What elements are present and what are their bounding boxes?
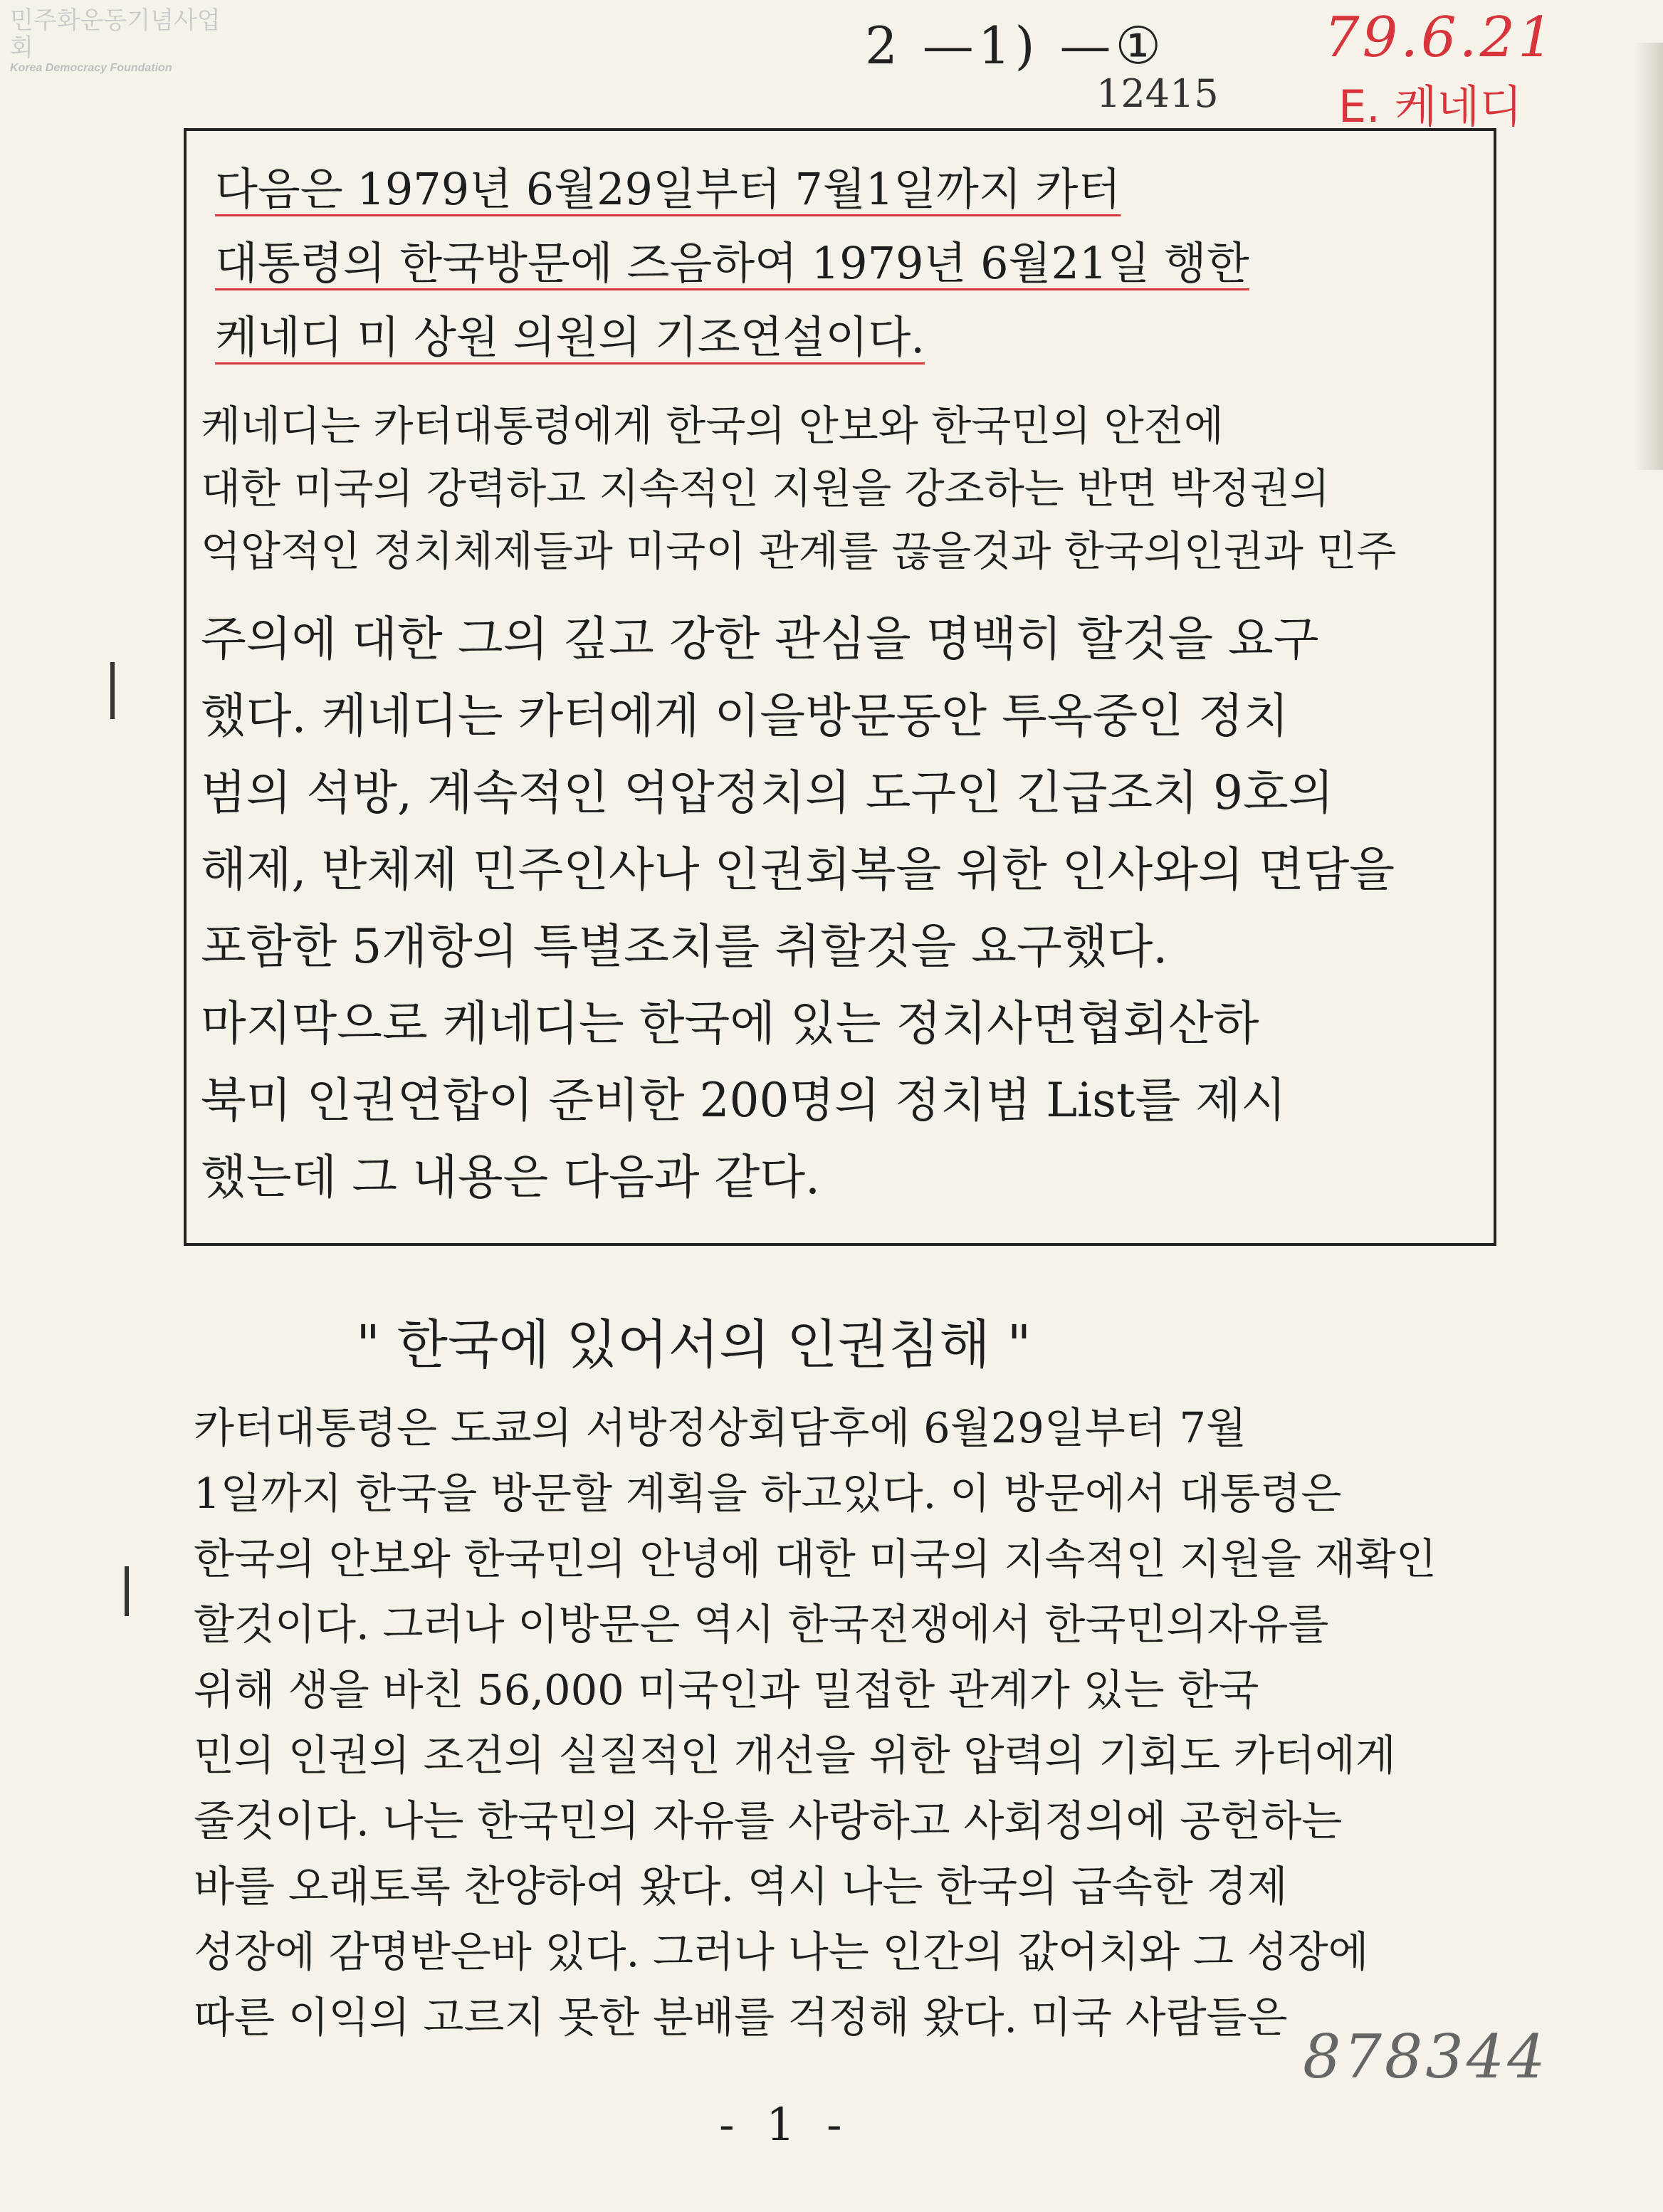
handwritten-name: E. 케네디 — [1338, 80, 1523, 132]
body-line: 한국의 안보와 한국민의 안녕에 대한 미국의 지속적인 지원을 재확인 — [194, 1534, 1437, 1583]
watermark-english: Korea Democracy Foundation — [10, 62, 172, 74]
section-title: " 한국에 있어서의 인권침해 " — [356, 1314, 1032, 1375]
summary-line: 북미 인권연합이 준비한 200명의 정치범 List를 제시 — [201, 1073, 1286, 1128]
summary-line: 케네디는 카터대통령에게 한국의 안보와 한국민의 안전에 — [201, 402, 1224, 450]
watermark-korean: 민주화운동기념사업회 — [10, 6, 221, 62]
document-number: 2 —1) —① — [865, 16, 1166, 75]
summary-line: 주의에 대한 그의 깊고 강한 관심을 명백히 할것을 요구 — [201, 612, 1319, 666]
page-number: - 1 - — [719, 2099, 851, 2151]
body-line: 카터대통령은 도쿄의 서방정상회담후에 6월29일부터 7월 — [194, 1403, 1247, 1452]
summary-line: 마지막으로 케네디는 한국에 있는 정치사면협회산하 — [201, 996, 1259, 1051]
body-line: 성장에 감명받은바 있다. 그러나 나는 인간의 값어치와 그 성장에 — [194, 1927, 1369, 1976]
body-line: 바를 오래토록 찬양하여 왔다. 역시 나는 한국의 급속한 경제 — [194, 1862, 1288, 1911]
document-sub-number: 12415 — [1096, 71, 1219, 116]
summary-line: 대한 미국의 강력하고 지속적인 지원을 강조하는 반면 박정권의 — [201, 464, 1330, 513]
body-line: 위해 생을 바친 56,000 미국인과 밀접한 관계가 있는 한국 — [194, 1665, 1259, 1714]
summary-line: 해제, 반체제 민주인사나 인권회복을 위한 인사와의 면담을 — [201, 842, 1395, 897]
summary-block — [201, 394, 1482, 1216]
summary-line: 했다. 케네디는 카터에게 이을방문동안 투옥중인 정치 — [201, 688, 1289, 743]
summary-box — [184, 128, 1496, 1246]
handwritten-date: 79.6.21 — [1324, 6, 1556, 70]
intro-line: 다음은 1979년 6월29일부터 7월1일까지 카터 — [215, 163, 1121, 215]
margin-mark — [110, 662, 115, 719]
body-text — [194, 1395, 1518, 2050]
summary-line: 억압적인 정치체제들과 미국이 관계를 끊을것과 한국의인권과 민주 — [201, 527, 1397, 575]
handwritten-number: 878344 — [1303, 2022, 1548, 2092]
intro-line: 케네디 미 상원 의원의 기조연설이다. — [215, 311, 925, 363]
body-line: 1일까지 한국을 방문할 계획을 하고있다. 이 방문에서 대통령은 — [194, 1469, 1342, 1518]
paper-edge-shadow — [1635, 43, 1663, 470]
intro-line: 대통령의 한국방문에 즈음하여 1979년 6월21일 행한 — [215, 237, 1249, 289]
body-line: 따른 이익의 고르지 못한 분배를 걱정해 왔다. 미국 사람들은 — [194, 1993, 1288, 2042]
margin-mark — [125, 1566, 129, 1616]
body-line: 줄것이다. 나는 한국민의 자유를 사랑하고 사회정의에 공헌하는 — [194, 1796, 1343, 1845]
summary-line: 범의 석방, 계속적인 억압정치의 도구인 긴급조치 9호의 — [201, 765, 1334, 820]
summary-line: 했는데 그 내용은 다음과 같다. — [201, 1150, 820, 1205]
summary-line: 포함한 5개항의 특별조치를 취할것을 요구했다. — [201, 919, 1168, 974]
watermark — [10, 7, 224, 75]
body-line: 민의 인권의 조건의 실질적인 개선을 위한 압력의 기회도 카터에게 — [194, 1731, 1396, 1780]
body-line: 할것이다. 그러나 이방문은 역시 한국전쟁에서 한국민의자유를 — [194, 1600, 1329, 1649]
intro-block — [215, 152, 1468, 374]
